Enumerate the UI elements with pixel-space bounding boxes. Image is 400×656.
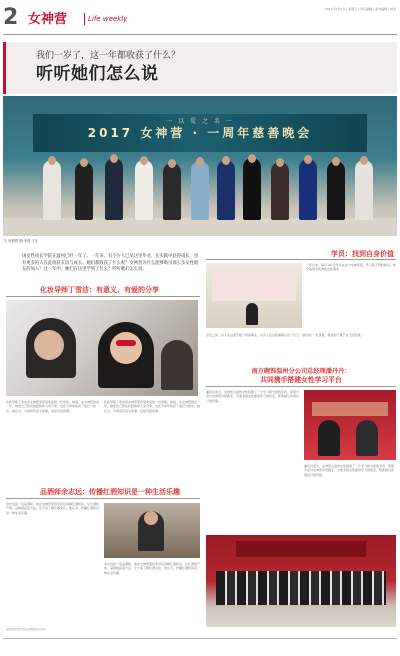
section-heading-makeup: 化妆导师丁雪洁：有意义，有爱的分享 (40, 286, 159, 294)
person-figure (327, 161, 345, 220)
person-figure (105, 158, 123, 220)
hero-photo (3, 96, 397, 236)
person-head (222, 156, 230, 165)
person-figure (299, 159, 317, 220)
section-rule (6, 498, 200, 499)
person-head (140, 156, 148, 165)
person-head (248, 154, 256, 163)
section-heading-partner-line1: 南方碗饰温州分公司总经理潘丹丹： (251, 368, 351, 375)
hero-stage-title: 2017 女神营 · 一周年慈善晚会 (87, 126, 313, 140)
person-head (304, 155, 312, 164)
section-partner-body-right: 潘丹丹表示，女神营为温州女性搭建了一个学习和交流的平台，希望今后与女神营共同携手，为更多的女性提供学习的机会，帮助她们实现自己的价值。 (304, 464, 395, 477)
section-students-body: 学员之间，有人从这里开始了新的事业，也有人在这里重新认识了自己。她们说：“在这里，我找到了属于自己的价值。” (206, 333, 364, 337)
person-figure (318, 420, 340, 456)
wine-class-photo (104, 503, 200, 558)
section-weekly-label: Life weekly (88, 15, 128, 23)
section-rule (6, 296, 200, 297)
mask-icon (116, 340, 136, 346)
section-wine-body-right: 余志远是一名品酒师，他在女神营里给学员们讲解红酒知识，从红酒的产地、品种到品鉴方法，让大家了解红酒文化。他认为，传播红酒知识是一种生活乐趣。 (104, 562, 200, 575)
hero-photo-caption: 文/ 杨倩倩 图/ 李倩 王东 (3, 239, 38, 243)
person-head (360, 156, 368, 165)
person-head (196, 157, 204, 166)
person-head (332, 157, 340, 166)
section-wine-body-left: 余志远是一名品酒师，他在女神营里给学员们讲解红酒知识，从红酒的产地、品种到品鉴方法，让大家了解红酒文化。他认为，传播红酒知识是一种生活乐趣。 (6, 502, 100, 515)
footer-rule (3, 638, 397, 639)
person-head (168, 159, 176, 168)
hero-stage-banner (33, 114, 367, 152)
makeup-class-photo (6, 300, 198, 396)
person-head (144, 511, 158, 525)
partner-signing-photo (304, 390, 396, 460)
section-heading-partner-line2: 共同携手搭建女性学习平台 (260, 376, 342, 384)
person-head (110, 332, 142, 364)
group-photo (206, 535, 396, 627)
section-heading-wine: 品酒师余志远：传播红酒知识是一种生活乐趣 (40, 488, 180, 496)
section-partner-body-left: 潘丹丹表示，女神营为温州女性搭建了一个学习和交流的平台，希望今后与女神营共同携手，为更多的女性提供学习的机会，帮助她们实现自己的价值。 (206, 390, 300, 403)
section-students-body-right: 一年以来，每月 40 位学员在这个女神营里，学习着不同的知识，结交着更多优秀的女性朋友…… (306, 263, 396, 272)
hero-stage-top-text: 一 以 爱 之 名 一 (166, 118, 234, 125)
section-rule (206, 386, 396, 387)
person-head (276, 158, 284, 167)
section-rule (206, 259, 396, 260)
section-makeup-body-left: 化妆导师丁雪洁是女神营里很受欢迎的一位导师。她说，在女神营的这一年，她把自己的化妆经验和大家分享，也在分享中收获了成长与快乐。她认为，分享是有意义的事，也是有爱的事。 (6, 400, 100, 413)
hero-floor (3, 218, 397, 236)
group-people (216, 571, 386, 605)
person-head (80, 158, 88, 167)
event-backdrop (212, 271, 296, 301)
page-meta: 2017年9月1日 | 星期五 | 责任编辑 | 美术编辑 | 校对 (324, 7, 396, 11)
bottom-caption: 温州女性成长学院女神营成员合影。 (6, 628, 48, 631)
person-figure (217, 160, 235, 220)
header-rule (3, 34, 397, 35)
person-head (110, 154, 118, 163)
event-banner (312, 402, 388, 416)
article-title: 听听她们怎么说 (36, 64, 159, 84)
person-figure (161, 340, 193, 390)
person-head (48, 156, 56, 165)
title-accent-bar (3, 42, 6, 94)
article-subtitle: 我们一岁了，这一年都收获了什么？ (36, 51, 181, 61)
page-number: 2 (3, 5, 19, 30)
person-figure (75, 162, 93, 220)
person-figure (246, 303, 258, 325)
students-event-photo (206, 263, 302, 328)
person-figure (356, 420, 378, 456)
person-figure (191, 161, 209, 220)
person-figure (271, 162, 289, 220)
section-heading-students: 学员：找到自身价值 (331, 250, 394, 258)
section-makeup-body-right: 化妆导师丁雪洁是女神营里很受欢迎的一位导师。她说，在女神营的这一年，她把自己的化妆经验和大家分享，也在分享中收获了成长与快乐。她认为，分享是有意义的事，也是有爱的事。 (104, 400, 200, 413)
person-figure (43, 160, 61, 220)
person-figure (135, 160, 153, 220)
intro-paragraph: 国女性成长学院在温州已经一年了。一年来，有不少人已从这里毕业，在实践中获得成长；也有更多的人在此收获友谊与成长。她们都收获了什么呢？女神营为什么能够吸引那么多女性朋友的加入？这一年中，她们在这里学到了什么？听听她们怎么说。 (22, 254, 199, 273)
person-figure (355, 160, 373, 220)
person-figure (243, 158, 261, 220)
person-figure (163, 163, 181, 220)
brand-divider (84, 13, 85, 25)
person-head (34, 330, 64, 360)
section-brand: 女神营 (28, 12, 68, 27)
event-banner (236, 541, 366, 557)
